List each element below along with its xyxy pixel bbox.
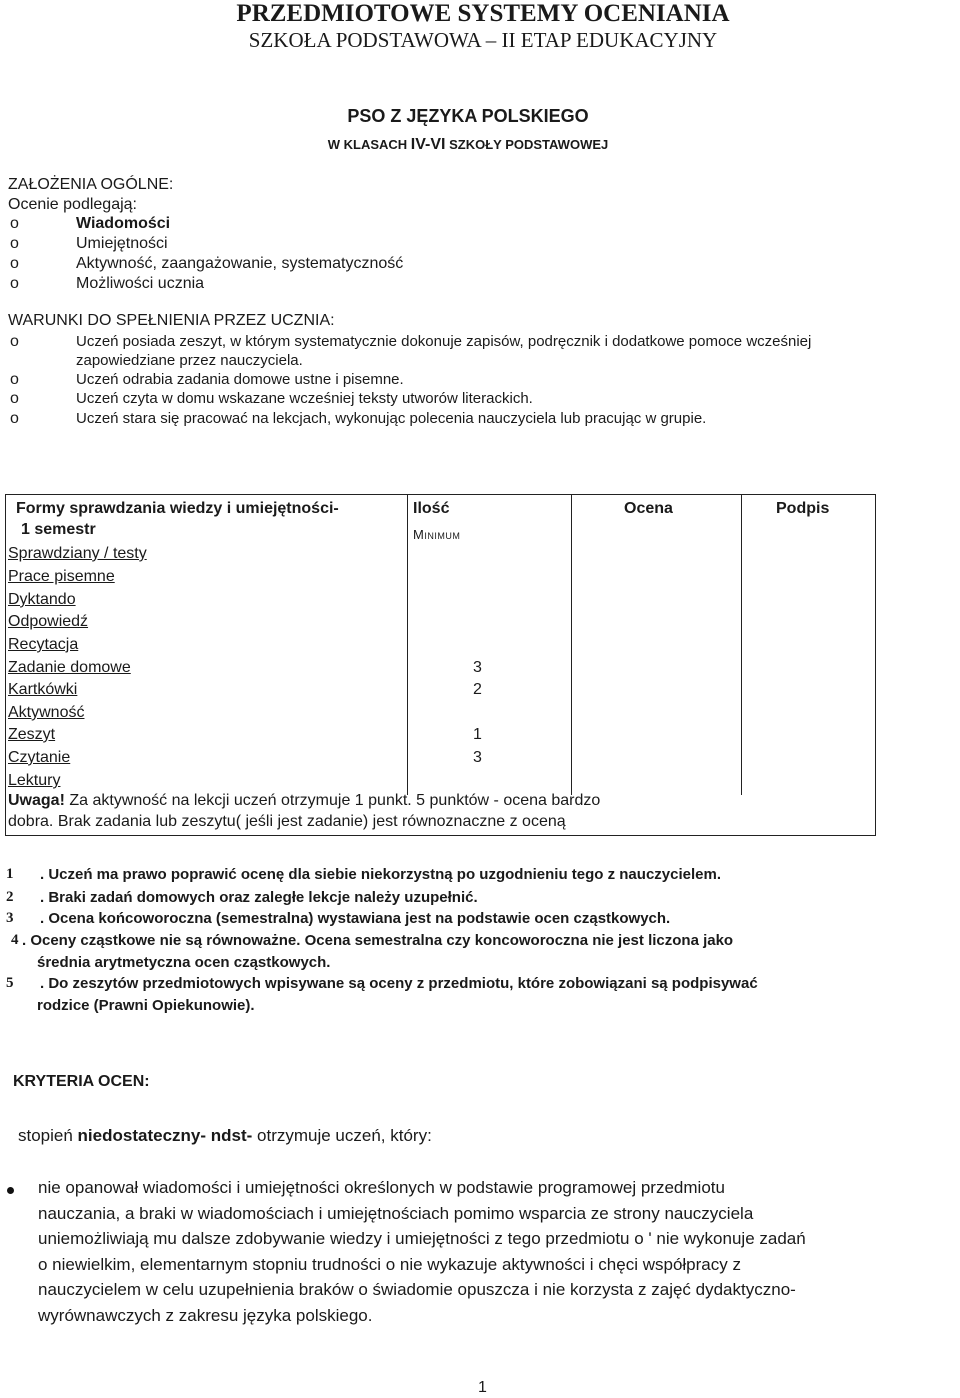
list-bullet: o [10, 333, 19, 350]
document-title: PRZEDMIOTOWE SYSTEMY OCENIANIA [236, 0, 730, 27]
table-divider [407, 495, 408, 795]
table-row-quantity: 3 [473, 659, 482, 676]
table-row-label: Aktywność [8, 704, 85, 721]
pso-subtitle-grade: IV-VI [410, 136, 446, 153]
table-row-label: Recytacja [8, 636, 79, 653]
criteria-grade-pre: stopień [18, 1126, 78, 1145]
criteria-grade-line [18, 1126, 432, 1146]
table-note-line-2: dobra. Brak zadania lub zeszytu( jeśli jest zadanie) jest równoznaczne z oceną [8, 813, 566, 830]
page-number: 1 [478, 1379, 487, 1396]
criteria-line: wyrównawczych z zakresu języka polskiego. [38, 1306, 373, 1325]
rule-text: . Braki zadań domowych oraz zaległe lekcje należy uzupełnić. [40, 889, 478, 906]
pso-title: PSO Z JĘZYKA POLSKIEGO [347, 106, 589, 126]
criteria-line: nie opanował wiadomości i umiejętności określonych w podstawie programowej przedmiotu [38, 1178, 725, 1197]
list-bullet: o [10, 235, 19, 252]
table-divider [741, 495, 742, 795]
rule-text-continued: rodzice (Prawni Opiekunowie). [37, 997, 255, 1014]
assumption-item: Aktywność, zaangażowanie, systematyczność [76, 255, 404, 272]
pso-subtitle [0, 136, 936, 154]
criteria-grade-name: niedostateczny- ndst- [77, 1126, 253, 1145]
list-bullet: o [10, 390, 19, 407]
table-note-line [8, 792, 600, 810]
rule-text: . Oceny cząstkowe nie są równoważne. Ocena semestralna czy koncoworoczna nie jest liczona jako [22, 932, 734, 949]
rule-number: 5 [6, 975, 14, 991]
table-header-semester: 1 semestr [21, 521, 96, 538]
pso-subtitle-pre: W KLASACH [327, 137, 411, 152]
criteria-heading: KRYTERIA OCEN: [13, 1073, 150, 1090]
table-header-grade: Ocena [624, 500, 673, 517]
table-row-label: Lektury [8, 772, 61, 789]
assumptions-intro: Ocenie podlegają: [8, 196, 137, 213]
table-note-text: Za aktywność na lekcji uczeń otrzymuje 1 punkt. 5 punktów - ocena bardzo [64, 792, 601, 809]
table-row-label: Kartkówki [8, 681, 78, 698]
table-row-quantity: 3 [473, 749, 482, 766]
criteria-line: nauczania, a braki w wiadomościach i umiejętnościach pomimo wsparcia ze strony nauczyciela [38, 1204, 754, 1223]
list-bullet: o [10, 371, 19, 388]
assumption-item: Możliwości ucznia [76, 275, 205, 292]
table-header-forms: Formy sprawdzania wiedzy i umiejętności- [16, 500, 339, 517]
table-row-label: Prace pisemne [8, 568, 115, 585]
table-row-label: Sprawdziany / testy [8, 545, 147, 562]
assumption-item: Umiejętności [76, 235, 168, 252]
criteria-grade-post: otrzymuje uczeń, który: [252, 1126, 432, 1145]
rule-text-continued: średnia arytmetyczna ocen cząstkowych. [37, 954, 331, 971]
criteria-line: o niewielkim, elementarnym stopniu trudności o nie wykazuje aktywności i chęci współpracy z [38, 1255, 741, 1274]
condition-item: Uczeń stara się pracować na lekcjach, wykonując polecenia nauczyciela lub pracując w grupie. [76, 410, 707, 427]
list-bullet: o [10, 410, 19, 427]
bullet-dot-icon [7, 1187, 14, 1194]
rule-text: . Do zeszytów przedmiotowych wpisywane są oceny z przedmiotu, które zobowiązani są podpisywać [40, 975, 758, 992]
condition-item: Uczeń czyta w domu wskazane wcześniej teksty utworów literackich. [76, 390, 533, 407]
criteria-line: nauczycielem w celu uzupełnienia braków o świadomie opuszcza i nie korzysta z zajęć dydaktyczno- [38, 1280, 796, 1299]
list-bullet: o [10, 215, 19, 232]
rule-text: . Uczeń ma prawo poprawić ocenę dla siebie niekorzystną po uzgodnieniu tego z nauczycielem. [40, 866, 721, 883]
rule-number: 2 [6, 889, 14, 905]
table-header-quantity: Ilość [413, 500, 450, 517]
rule-number: 4 [11, 932, 19, 948]
pso-subtitle-post: SZKOŁY PODSTAWOWEJ [445, 137, 609, 152]
document-subtitle: SZKOŁA PODSTAWOWA – II ETAP EDUKACYJNY [248, 28, 718, 52]
table-divider [571, 495, 572, 795]
rule-number: 1 [6, 866, 14, 882]
list-bullet: o [10, 255, 19, 272]
table-header-minimum: Minimum [413, 527, 461, 542]
list-bullet: o [10, 275, 19, 292]
assessment-table [5, 494, 876, 836]
rule-text: . Ocena końcoworoczna (semestralna) wystawiana jest na podstawie ocen cząstkowych. [40, 910, 671, 927]
condition-item: Uczeń odrabia zadania domowe ustne i pisemne. [76, 371, 404, 388]
table-row-label: Zadanie domowe [8, 659, 131, 676]
table-row-label: Odpowiedź [8, 613, 89, 630]
rule-number: 3 [6, 910, 14, 926]
condition-item: zapowiedziane przez nauczyciela. [76, 352, 303, 369]
assumptions-heading: ZAŁOŻENIA OGÓLNE: [8, 176, 174, 193]
conditions-heading: WARUNKI DO SPEŁNIENIA PRZEZ UCZNIA: [8, 312, 335, 329]
criteria-line: uniemożliwiają mu dalsze zdobywanie wiedzy i umiejętności z tego przedmiotu o ʹ nie wykonuje zadań [38, 1229, 806, 1248]
table-header-signature: Podpis [776, 500, 830, 517]
table-row-label: Zeszyt [8, 726, 56, 743]
table-row-label: Czytanie [8, 749, 71, 766]
table-row-quantity: 1 [473, 726, 482, 743]
condition-item: Uczeń posiada zeszyt, w którym systematycznie dokonuje zapisów, podręcznik i dodatkowe pomoce wcześniej [76, 333, 812, 350]
assumption-item: Wiadomości [76, 215, 171, 232]
table-row-quantity: 2 [473, 681, 482, 698]
table-row-label: Dyktando [8, 591, 76, 608]
table-note-warning: Uwaga! [8, 792, 65, 809]
